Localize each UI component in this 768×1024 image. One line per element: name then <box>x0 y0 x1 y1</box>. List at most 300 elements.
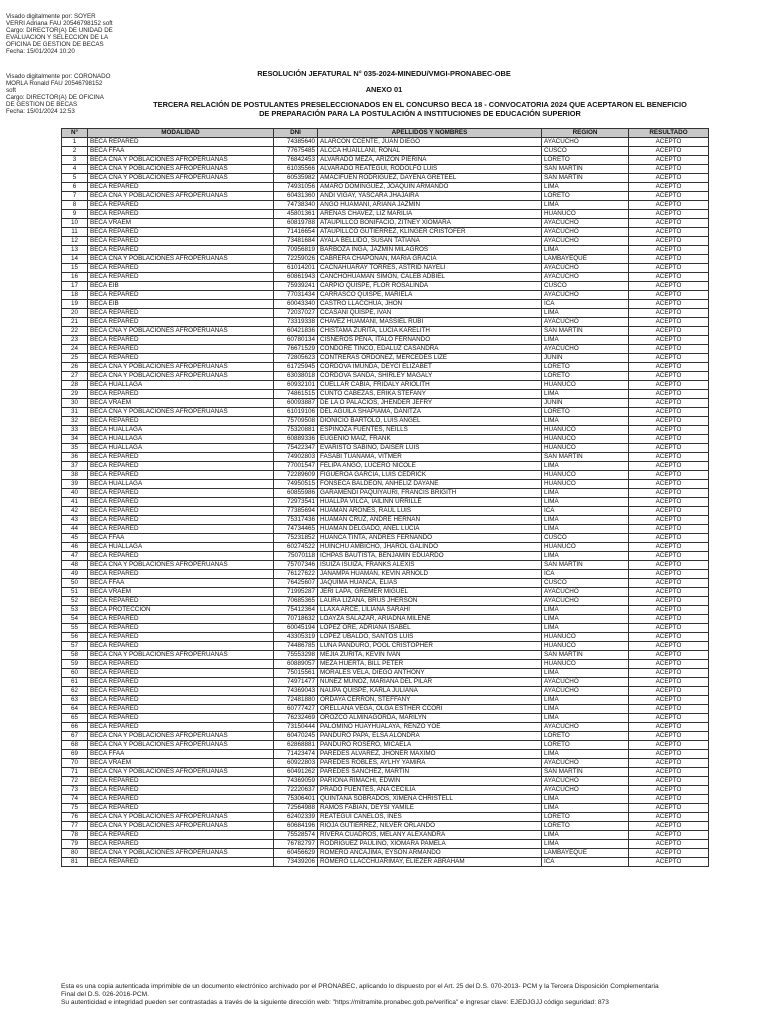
modality-cell: BECA CNA Y POBLACIONES AFROPERUANAS <box>88 156 274 165</box>
full-name-cell: ORELLANA VEGA, OLGA ESTHER CCORI <box>318 705 542 714</box>
full-name-cell: MEJIA ZURITA, KEVIN IVAN <box>318 651 542 660</box>
full-name-cell: LOPEZ ORE, ADRIANA ISABEL <box>318 624 542 633</box>
modality-cell: BECA REPARED <box>88 858 274 867</box>
modality-cell: BECA HUALLAGA <box>88 426 274 435</box>
dni-cell: 75317436 <box>274 516 318 525</box>
table-row <box>62 606 709 615</box>
table-row <box>62 273 709 282</box>
result-cell: ACEPTO <box>629 588 709 597</box>
region-cell: CUSCO <box>542 534 629 543</box>
table-row <box>62 426 709 435</box>
result-cell: ACEPTO <box>629 246 709 255</box>
modality-cell: BECA REPARED <box>88 354 274 363</box>
row-number-cell: 25 <box>62 354 88 363</box>
dni-cell: 72037027 <box>274 309 318 318</box>
row-number-cell: 22 <box>62 327 88 336</box>
row-number-cell: 31 <box>62 408 88 417</box>
table-row <box>62 381 709 390</box>
result-cell: ACEPTO <box>629 813 709 822</box>
result-cell: ACEPTO <box>629 534 709 543</box>
table-row <box>62 480 709 489</box>
full-name-cell: PANDURO PAPA, ELSA ALONDRA <box>318 732 542 741</box>
table-row <box>62 471 709 480</box>
full-name-cell: CISNEROS PEÑA, ITALO FERNANDO <box>318 336 542 345</box>
full-name-cell: CABRERA CHAPONAN, MARIA GRACIA <box>318 255 542 264</box>
row-number-cell: 13 <box>62 246 88 255</box>
modality-cell: BECA CNA Y POBLACIONES AFROPERUANAS <box>88 561 274 570</box>
region-cell: AYACUCHO <box>542 219 629 228</box>
region-cell: LIMA <box>542 750 629 759</box>
full-name-cell: LOAYZA SALAZAR, ARIADNA MILENE <box>318 615 542 624</box>
row-number-cell: 37 <box>62 462 88 471</box>
full-name-cell: CONDORE TINCO, EDALUZ CASANDRA <box>318 345 542 354</box>
modality-cell: BECA REPARED <box>88 246 274 255</box>
row-number-cell: 33 <box>62 426 88 435</box>
full-name-cell: ATAUPILLCO BONIFACIO, ZITNEY XIOMARA <box>318 219 542 228</box>
region-cell: LIMA <box>542 804 629 813</box>
dni-cell: 61014201 <box>274 264 318 273</box>
full-name-cell: FELIPA ANGO, LUCERO NICOLE <box>318 462 542 471</box>
modality-cell: BECA CNA Y POBLACIONES AFROPERUANAS <box>88 192 274 201</box>
modality-cell: BECA REPARED <box>88 210 274 219</box>
full-name-cell: JERI LAPA, GREMER MIGUEL <box>318 588 542 597</box>
row-number-cell: 81 <box>62 858 88 867</box>
row-number-cell: 55 <box>62 624 88 633</box>
modality-cell: BECA REPARED <box>88 264 274 273</box>
full-name-cell: BARBOZA INGA, JAZMIN MILAGROS <box>318 246 542 255</box>
dni-cell: 74931056 <box>274 183 318 192</box>
modality-cell: BECA CNA Y POBLACIONES AFROPERUANAS <box>88 768 274 777</box>
dni-cell: 76127622 <box>274 570 318 579</box>
full-name-cell: DE LA O PALACIOS, JHENDER JEFRY <box>318 399 542 408</box>
modality-cell: BECA REPARED <box>88 840 274 849</box>
full-name-cell: PRADO FUENTES, ANA CECILIA <box>318 786 542 795</box>
dni-cell: 60274522 <box>274 543 318 552</box>
row-number-cell: 47 <box>62 552 88 561</box>
row-number-cell: 12 <box>62 237 88 246</box>
table-row <box>62 417 709 426</box>
table-header-row <box>62 129 709 138</box>
dni-cell: 75320881 <box>274 426 318 435</box>
result-cell: ACEPTO <box>629 399 709 408</box>
result-cell: ACEPTO <box>629 462 709 471</box>
table-row <box>62 786 709 795</box>
result-cell: ACEPTO <box>629 741 709 750</box>
row-number-cell: 69 <box>62 750 88 759</box>
table-row <box>62 354 709 363</box>
full-name-cell: PANDURO ROSERO, MICAELA <box>318 741 542 750</box>
row-number-cell: 4 <box>62 165 88 174</box>
modality-cell: BECA REPARED <box>88 669 274 678</box>
result-cell: ACEPTO <box>629 183 709 192</box>
row-number-cell: 73 <box>62 786 88 795</box>
row-number-cell: 75 <box>62 804 88 813</box>
full-name-cell: ORDAYA CERRON, STEFFANY <box>318 696 542 705</box>
region-cell: SAN MARTIN <box>542 561 629 570</box>
dni-cell: 76782797 <box>274 840 318 849</box>
full-name-cell: REATEGUI CANELOS, INES <box>318 813 542 822</box>
modality-cell: BECA VRAEM <box>88 588 274 597</box>
table-row <box>62 183 709 192</box>
result-cell: ACEPTO <box>629 426 709 435</box>
modality-cell: BECA REPARED <box>88 714 274 723</box>
table-row <box>62 435 709 444</box>
table-row <box>62 660 709 669</box>
modality-cell: BECA REPARED <box>88 795 274 804</box>
result-cell: ACEPTO <box>629 678 709 687</box>
result-cell: ACEPTO <box>629 471 709 480</box>
region-cell: LAMBAYEQUE <box>542 849 629 858</box>
table-row <box>62 210 709 219</box>
region-cell: AYACUCHO <box>542 777 629 786</box>
modality-cell: BECA REPARED <box>88 507 274 516</box>
row-number-cell: 26 <box>62 363 88 372</box>
dni-cell: 74486785 <box>274 642 318 651</box>
region-cell: LIMA <box>542 606 629 615</box>
table-row <box>62 561 709 570</box>
row-number-cell: 80 <box>62 849 88 858</box>
full-name-cell: EUGENIO MAIZ, FRANK <box>318 435 542 444</box>
region-cell: LORETO <box>542 192 629 201</box>
region-cell: SAN MARTIN <box>542 768 629 777</box>
result-cell: ACEPTO <box>629 165 709 174</box>
dni-cell: 60819788 <box>274 219 318 228</box>
result-cell: ACEPTO <box>629 291 709 300</box>
result-cell: ACEPTO <box>629 228 709 237</box>
result-cell: ACEPTO <box>629 525 709 534</box>
row-number-cell: 60 <box>62 669 88 678</box>
table-row <box>62 804 709 813</box>
result-cell: ACEPTO <box>629 381 709 390</box>
result-cell: ACEPTO <box>629 417 709 426</box>
modality-cell: BECA REPARED <box>88 633 274 642</box>
full-name-cell: LLAXA ARCE, LILIANA SARAHI <box>318 606 542 615</box>
signature-line: soft <box>6 87 16 94</box>
full-name-cell: FASABI TUANAMA, VITMER <box>318 453 542 462</box>
dni-cell: 60889336 <box>274 435 318 444</box>
full-name-cell: ARENAS CHAVEZ, LIZ MARILIA <box>318 210 542 219</box>
full-name-cell: MEZA HUERTA, BILL PETER <box>318 660 542 669</box>
dni-cell: 73439206 <box>274 858 318 867</box>
full-name-cell: ICHPAS BAUTISTA, BENJAMIN EDUARDO <box>318 552 542 561</box>
table-row <box>62 777 709 786</box>
dni-cell: 75070118 <box>274 552 318 561</box>
modality-cell: BECA CNA Y POBLACIONES AFROPERUANAS <box>88 165 274 174</box>
region-cell: LIMA <box>542 624 629 633</box>
region-cell: LORETO <box>542 363 629 372</box>
header-region: REGIÓN <box>542 129 629 138</box>
modality-cell: BECA REPARED <box>88 201 274 210</box>
modality-cell: BECA CNA Y POBLACIONES AFROPERUANAS <box>88 651 274 660</box>
footer-line: Su autenticidad e integridad pueden ser contrastadas a través de la siguiente dirección web: "https://mitramite.pronabec.gob.pe/verifica" e ingresar clave: EJEDJGJJ código seguridad: 873 <box>61 999 609 1006</box>
dni-cell: 61019106 <box>274 408 318 417</box>
table-row <box>62 822 709 831</box>
row-number-cell: 49 <box>62 570 88 579</box>
dni-cell: 75422347 <box>274 444 318 453</box>
table-row <box>62 372 709 381</box>
dni-cell: 73481684 <box>274 237 318 246</box>
modality-cell: BECA CNA Y POBLACIONES AFROPERUANAS <box>88 408 274 417</box>
row-number-cell: 79 <box>62 840 88 849</box>
header-number: N° <box>62 129 88 138</box>
table-row <box>62 687 709 696</box>
modality-cell: BECA CNA Y POBLACIONES AFROPERUANAS <box>88 372 274 381</box>
table-row <box>62 669 709 678</box>
region-cell: AYACUCHO <box>542 237 629 246</box>
dni-cell: 75412364 <box>274 606 318 615</box>
region-cell: HUANUCO <box>542 480 629 489</box>
table-row <box>62 327 709 336</box>
region-cell: AYACUCHO <box>542 588 629 597</box>
dni-cell: 73319338 <box>274 318 318 327</box>
result-cell: ACEPTO <box>629 516 709 525</box>
dni-cell: 75528574 <box>274 831 318 840</box>
resolution-title: RESOLUCIÓN JEFATURAL N° 035-2024-MINEDU/VMGI-PRONABEC-OBE <box>257 69 511 78</box>
modality-cell: BECA REPARED <box>88 516 274 525</box>
result-cell: ACEPTO <box>629 201 709 210</box>
modality-cell: BECA CNA Y POBLACIONES AFROPERUANAS <box>88 732 274 741</box>
region-cell: LORETO <box>542 408 629 417</box>
table-row <box>62 345 709 354</box>
table-row <box>62 300 709 309</box>
result-cell: ACEPTO <box>629 138 709 147</box>
modality-cell: BECA REPARED <box>88 291 274 300</box>
dni-cell: 76842453 <box>274 156 318 165</box>
modality-cell: BECA CNA Y POBLACIONES AFROPERUANAS <box>88 813 274 822</box>
dni-cell: 60431360 <box>274 192 318 201</box>
full-name-cell: ROMERO LLACCHUARIMAY, ELIEZER ABRAHAM <box>318 858 542 867</box>
modality-cell: BECA HUALLAGA <box>88 480 274 489</box>
region-cell: SAN MARTIN <box>542 174 629 183</box>
full-name-cell: MORALES VELA, DIEGO ANTHONY <box>318 669 542 678</box>
result-cell: ACEPTO <box>629 831 709 840</box>
dni-cell: 77385694 <box>274 507 318 516</box>
signature-line: MORLA Ronald FAU 20546798152 <box>6 80 103 87</box>
dni-cell: 63038018 <box>274 372 318 381</box>
result-cell: ACEPTO <box>629 669 709 678</box>
full-name-cell: RIOJA GUTIERREZ, NILVER ORLANDO <box>318 822 542 831</box>
dni-cell: 71416654 <box>274 228 318 237</box>
result-cell: ACEPTO <box>629 705 709 714</box>
table-row <box>62 588 709 597</box>
row-number-cell: 67 <box>62 732 88 741</box>
dni-cell: 74734465 <box>274 525 318 534</box>
table-row <box>62 795 709 804</box>
full-name-cell: NUÑEZ MUÑOZ, MARIANA DEL PILAR <box>318 678 542 687</box>
result-cell: ACEPTO <box>629 390 709 399</box>
result-cell: ACEPTO <box>629 219 709 228</box>
table-row <box>62 741 709 750</box>
modality-cell: BECA REPARED <box>88 552 274 561</box>
region-cell: CUSCO <box>542 579 629 588</box>
result-cell: ACEPTO <box>629 354 709 363</box>
table-row <box>62 831 709 840</box>
region-cell: ICA <box>542 507 629 516</box>
region-cell: LIMA <box>542 516 629 525</box>
dni-cell: 75231852 <box>274 534 318 543</box>
dni-cell: 75015561 <box>274 669 318 678</box>
table-row <box>62 246 709 255</box>
row-number-cell: 70 <box>62 759 88 768</box>
region-cell: ICA <box>542 300 629 309</box>
table-row <box>62 534 709 543</box>
table-row <box>62 318 709 327</box>
dni-cell: 43305319 <box>274 633 318 642</box>
region-cell: JUNIN <box>542 354 629 363</box>
modality-cell: BECA HUALLAGA <box>88 444 274 453</box>
result-cell: ACEPTO <box>629 750 709 759</box>
result-cell: ACEPTO <box>629 777 709 786</box>
header-modality: MODALIDAD <box>88 129 274 138</box>
row-number-cell: 72 <box>62 777 88 786</box>
row-number-cell: 17 <box>62 282 88 291</box>
dni-cell: 72289609 <box>274 471 318 480</box>
row-number-cell: 1 <box>62 138 88 147</box>
modality-cell: BECA REPARED <box>88 687 274 696</box>
region-cell: AYACUCHO <box>542 273 629 282</box>
dni-cell: 73150444 <box>274 723 318 732</box>
full-name-cell: CHAVEZ HUAMANI, MASSIEL RUBI <box>318 318 542 327</box>
result-cell: ACEPTO <box>629 795 709 804</box>
modality-cell: BECA PROTECCION <box>88 606 274 615</box>
region-cell: LIMA <box>542 336 629 345</box>
full-name-cell: PAREDES SANCHEZ, MARTIN <box>318 768 542 777</box>
dni-cell: 60456629 <box>274 849 318 858</box>
full-name-cell: RAMOS FABIAN, DEYSI YAMILE <box>318 804 542 813</box>
modality-cell: BECA REPARED <box>88 678 274 687</box>
full-name-cell: RODRIGUEZ PAULINO, XIOMARA PAMELA <box>318 840 542 849</box>
full-name-cell: ALCCA HUAILLANI, RONAL <box>318 147 542 156</box>
result-cell: ACEPTO <box>629 768 709 777</box>
dni-cell: 61035566 <box>274 165 318 174</box>
row-number-cell: 54 <box>62 615 88 624</box>
authenticity-footer <box>61 983 721 1007</box>
table-row <box>62 138 709 147</box>
dni-cell: 76425607 <box>274 579 318 588</box>
dni-cell: 60861943 <box>274 273 318 282</box>
full-name-cell: JAQUIMA HUANCA, ELIAS <box>318 579 542 588</box>
region-cell: SAN MARTIN <box>542 327 629 336</box>
modality-cell: BECA HUALLAGA <box>88 381 274 390</box>
region-cell: AYACUCHO <box>542 318 629 327</box>
dni-cell: 60421836 <box>274 327 318 336</box>
table-row <box>62 453 709 462</box>
region-cell: AYACUCHO <box>542 786 629 795</box>
dni-cell: 60093887 <box>274 399 318 408</box>
signature-line: Cargo: DIRECTOR(A) DE OFICINA <box>6 94 104 101</box>
table-row <box>62 489 709 498</box>
result-cell: ACEPTO <box>629 642 709 651</box>
modality-cell: BECA REPARED <box>88 345 274 354</box>
table-row <box>62 849 709 858</box>
table-row <box>62 219 709 228</box>
dni-cell: 77001547 <box>274 462 318 471</box>
modality-cell: BECA REPARED <box>88 777 274 786</box>
region-cell: LIMA <box>542 201 629 210</box>
row-number-cell: 53 <box>62 606 88 615</box>
region-cell: AYACUCHO <box>542 291 629 300</box>
result-cell: ACEPTO <box>629 732 709 741</box>
table-row <box>62 696 709 705</box>
dni-cell: 72220637 <box>274 786 318 795</box>
region-cell: LAMBAYEQUE <box>542 255 629 264</box>
modality-cell: BECA CNA Y POBLACIONES AFROPERUANAS <box>88 741 274 750</box>
modality-cell: BECA REPARED <box>88 453 274 462</box>
modality-cell: BECA REPARED <box>88 336 274 345</box>
row-number-cell: 58 <box>62 651 88 660</box>
region-cell: ICA <box>542 858 629 867</box>
table-row <box>62 363 709 372</box>
result-cell: ACEPTO <box>629 264 709 273</box>
row-number-cell: 15 <box>62 264 88 273</box>
table-row <box>62 615 709 624</box>
region-cell: LIMA <box>542 417 629 426</box>
region-cell: HUANUCO <box>542 381 629 390</box>
signature-line: Visado digitalmente por: SOYER <box>6 13 96 20</box>
region-cell: LIMA <box>542 246 629 255</box>
row-number-cell: 52 <box>62 597 88 606</box>
dni-cell: 77675485 <box>274 147 318 156</box>
result-cell: ACEPTO <box>629 237 709 246</box>
dni-cell: 72564988 <box>274 804 318 813</box>
row-number-cell: 46 <box>62 543 88 552</box>
modality-cell: BECA REPARED <box>88 471 274 480</box>
table-row <box>62 813 709 822</box>
region-cell: AYACUCHO <box>542 345 629 354</box>
row-number-cell: 45 <box>62 534 88 543</box>
result-cell: ACEPTO <box>629 849 709 858</box>
full-name-cell: HUINCHU AMBICHO, JHAROL GALINDO <box>318 543 542 552</box>
modality-cell: BECA REPARED <box>88 309 274 318</box>
table-row <box>62 237 709 246</box>
region-cell: LORETO <box>542 732 629 741</box>
full-name-cell: CCASANI QUISPE, IVAN <box>318 309 542 318</box>
row-number-cell: 48 <box>62 561 88 570</box>
digital-signature-stamp-1 <box>6 13 113 55</box>
modality-cell: BECA VRAEM <box>88 399 274 408</box>
row-number-cell: 11 <box>62 228 88 237</box>
region-cell: LORETO <box>542 372 629 381</box>
row-number-cell: 78 <box>62 831 88 840</box>
modality-cell: BECA EIB <box>88 282 274 291</box>
dni-cell: 75939241 <box>274 282 318 291</box>
document-description: TERCERA RELACIÓN DE POSTULANTES PRESELECCIONADOS EN EL CONCURSO BECA 18 - CONVOCATORIA 2024 QUE ACEPTARON EL BENEFICIO DE PREPARACIÓN PARA LA POSTULACIÓN A INSTITUCIONES DE EDUCACIÓN SUPERIOR <box>153 100 687 118</box>
modality-cell: BECA FFAA <box>88 147 274 156</box>
modality-cell: BECA REPARED <box>88 525 274 534</box>
region-cell: SAN MARTIN <box>542 453 629 462</box>
table-row <box>62 633 709 642</box>
full-name-cell: HUAMAN DELGADO, ANEL LUCIA <box>318 525 542 534</box>
modality-cell: BECA REPARED <box>88 273 274 282</box>
row-number-cell: 50 <box>62 579 88 588</box>
modality-cell: BECA CNA Y POBLACIONES AFROPERUANAS <box>88 174 274 183</box>
result-cell: ACEPTO <box>629 327 709 336</box>
table-row <box>62 642 709 651</box>
full-name-cell: ISUIZA ISUIZA, FRANKS ALEXIS <box>318 561 542 570</box>
dni-cell: 60470245 <box>274 732 318 741</box>
full-name-cell: ÑAUPA QUISPE, KARLA JULIANA <box>318 687 542 696</box>
table-row <box>62 759 709 768</box>
region-cell: LIMA <box>542 714 629 723</box>
region-cell: AYACUCHO <box>542 723 629 732</box>
full-name-cell: HUAMAN ARONES, RAUL LUIS <box>318 507 542 516</box>
dni-cell: 45801361 <box>274 210 318 219</box>
full-name-cell: CUELLAR CABIA, FRIDALY ARIOLITH <box>318 381 542 390</box>
full-name-cell: ESPINOZA FUENTES, NEILLS <box>318 426 542 435</box>
result-cell: ACEPTO <box>629 336 709 345</box>
table-row <box>62 444 709 453</box>
dni-cell: 60922803 <box>274 759 318 768</box>
